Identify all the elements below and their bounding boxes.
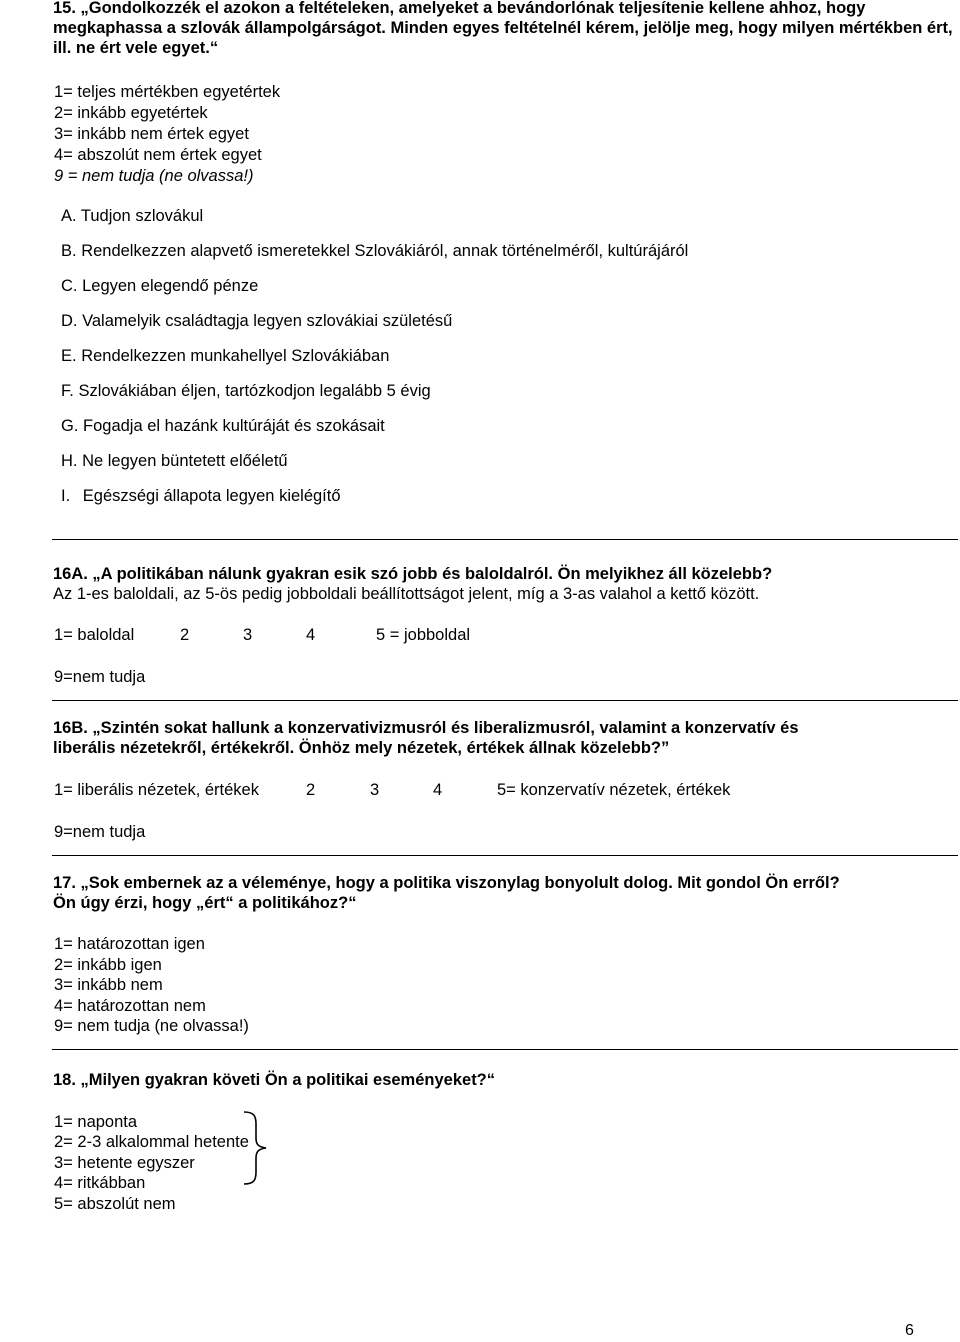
q16a-subtitle: Az 1-es baloldali, az 5-ös pedig jobboldali beállítottságot jelent, míg a 3-as valahol a kettő között. [53,585,760,603]
q15-title: 15. „Gondolkozzék el azokon a feltételeken, amelyeket a bevándorlónak teljesítenie kellene ahhoz, hogy megkaphassa a szlovák állampolgárságot. Minden egyes feltételnél kérem, jelölje meg, hogy milyen mértékben ért, ill. ne ért vele egyet.“ [53,0,953,57]
q17-option-4: 4= határozottan nem [54,997,206,1015]
q16a-scale-2: 2 [180,626,190,644]
q17-option-2: 2= inkább igen [54,956,162,974]
q16b-scale-5: 5= konzervatív nézetek, értékek [497,781,731,799]
q18-title: 18. „Milyen gyakran követi Ön a politikai eseményeket?“ [53,1071,496,1089]
q16a-dk: 9=nem tudja [54,668,146,686]
q15-scale-1: 1= teljes mértékben egyetértek [54,83,281,101]
item-letter: H. [61,452,78,470]
q16a-title: 16A. „A politikában nálunk gyakran esik szó jobb és baloldalról. Ön melyikhez áll közelebb? [53,565,773,583]
item-letter: I. [61,487,71,505]
item-letter: G. [61,417,79,435]
item-text: Legyen elegendő pénze [82,277,259,295]
item-text: Valamelyik családtagja legyen szlovákiai születésű [82,312,453,330]
q18-option-5: 5= abszolút nem [54,1195,176,1213]
item-text: Egészségi állapota legyen kielégítő [82,487,341,505]
item-text: Ne legyen büntetett előéletű [82,452,288,470]
q17-option-3: 3= inkább nem [54,976,163,994]
q16b-scale-3: 3 [370,781,380,799]
q15-scale-dk: 9 = nem tudja (ne olvassa!) [54,167,254,185]
q15-scale-3: 3= inkább nem értek egyet [54,125,249,143]
item-text: Tudjon szlovákul [80,207,204,225]
q15-item-h [61,451,288,471]
q16b-dk: 9=nem tudja [54,823,146,841]
q18-option-1: 1= naponta [54,1113,138,1131]
section-divider [52,700,958,701]
q16b-scale-1: 1= liberális nézetek, értékek [54,781,259,799]
item-letter: F. [61,382,74,400]
q16a-scale-4: 4 [306,626,316,644]
item-letter: A. [61,207,77,225]
q15-item-g [61,416,385,436]
q18-option-2: 2= 2-3 alkalommal hetente [54,1133,249,1151]
item-text: Szlovákiában éljen, tartózkodjon legalább 5 évig [78,382,431,400]
item-text: Rendelkezzen alapvető ismeretekkel Szlovákiáról, annak történelméről, kultúrájáról [81,242,689,260]
q18-option-4: 4= ritkábban [54,1174,146,1192]
page-number: 6 [905,1322,914,1339]
q15-item-i [61,486,341,506]
item-text: Fogadja el hazánk kultúráját és szokásait [83,417,385,435]
q16b-title-line2: liberális nézetekről, értékekről. Önhöz mely nézetek, értékek állnak közelebb?” [53,739,670,757]
q16a-scale-3: 3 [243,626,253,644]
q16a-scale-5: 5 = jobboldal [376,626,471,644]
q15-item-f [61,381,431,401]
item-letter: B. [61,242,77,260]
q15-item-e [61,346,389,366]
q15-item-b [61,241,688,261]
grouping-brace [238,1110,270,1186]
item-text: Rendelkezzen munkahellyel Szlovákiában [81,347,390,365]
q17-title-line2: Ön úgy érzi, hogy „ért“ a politikához?“ [53,894,357,912]
q15-item-c [61,276,258,296]
section-divider [52,539,958,540]
q16b-scale-4: 4 [433,781,443,799]
item-letter: E. [61,347,77,365]
section-divider [52,855,958,856]
section-divider [52,1049,958,1050]
q18-option-3: 3= hetente egyszer [54,1154,195,1172]
q17-title-line1: 17. „Sok embernek az a véleménye, hogy a politika viszonylag bonyolult dolog. Mit gondol Ön erről? [53,874,840,892]
q16b-title-line1: 16B. „Szintén sokat hallunk a konzervativizmusról és liberalizmusról, valamint a konzervatív és [53,719,799,737]
q16a-scale-1: 1= baloldal [54,626,135,644]
item-letter: C. [61,277,78,295]
q15-scale-2: 2= inkább egyetértek [54,104,208,122]
q15-scale-4: 4= abszolút nem értek egyet [54,146,262,164]
q17-option-9: 9= nem tudja (ne olvassa!) [54,1017,249,1035]
q15-item-a [61,206,203,226]
q17-option-1: 1= határozottan igen [54,935,205,953]
q15-item-d [61,311,452,331]
q16b-scale-2: 2 [306,781,316,799]
item-letter: D. [61,312,78,330]
